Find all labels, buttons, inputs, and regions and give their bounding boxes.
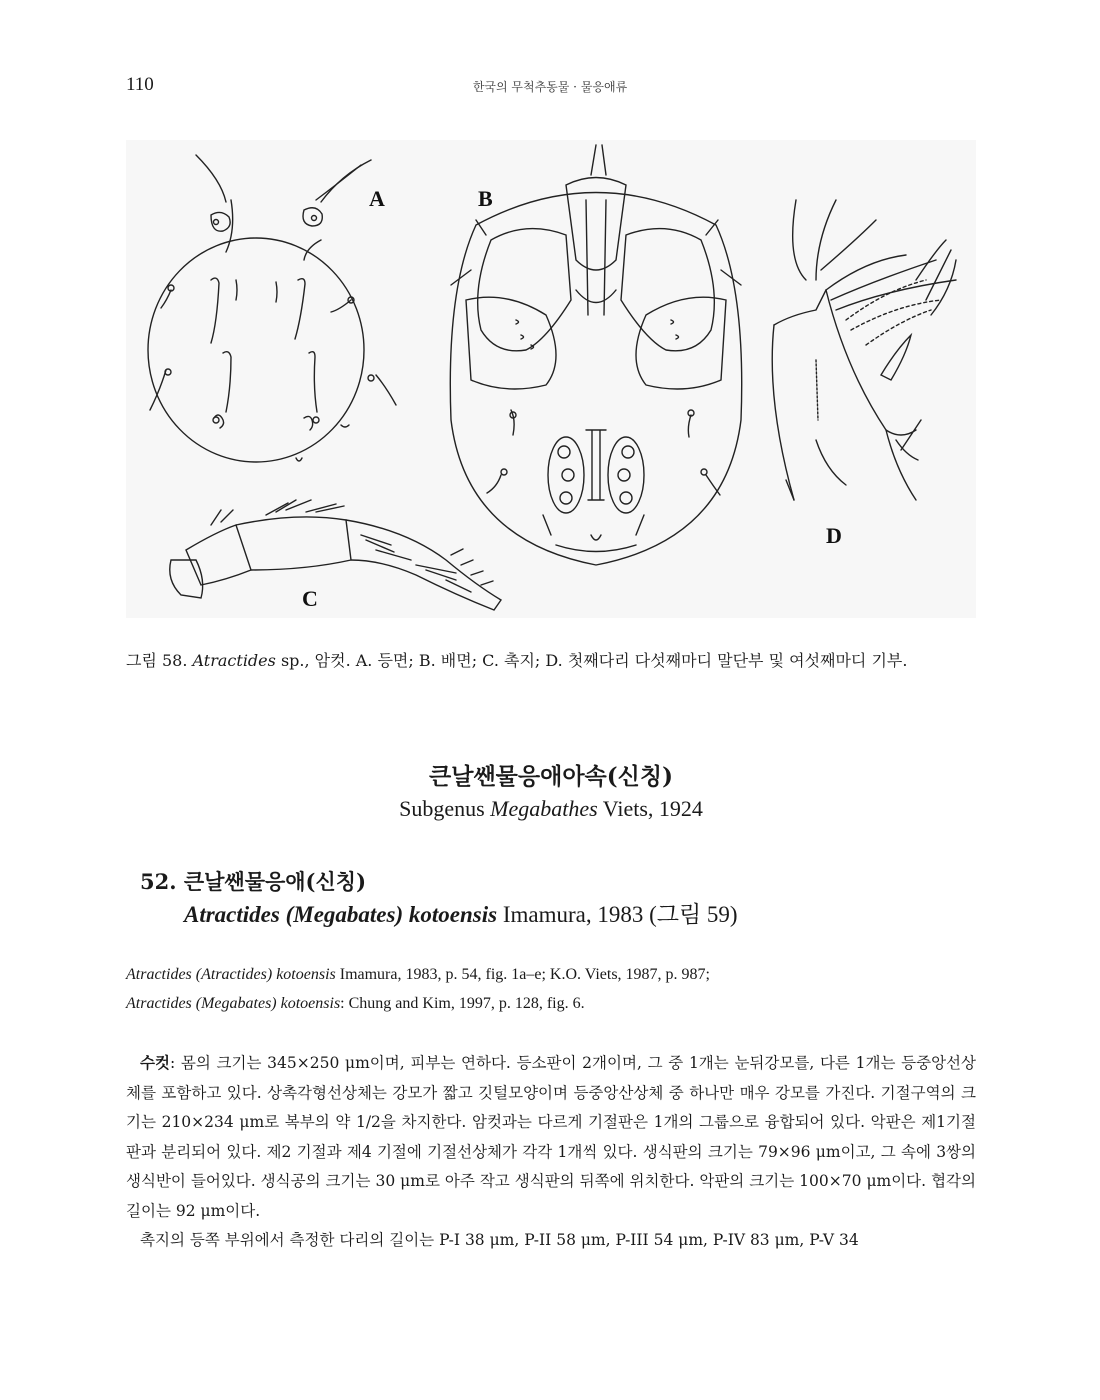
species-authority: Imamura, 1983 (그림 59) — [497, 902, 738, 927]
running-head — [126, 72, 974, 96]
species-epithet: kotoensis — [408, 902, 498, 927]
caption-prefix: 그림 58. — [126, 651, 193, 670]
subgenus-authority: Viets, 1924 — [597, 796, 703, 821]
panel-a-dorsal-view — [148, 155, 396, 462]
caption-text: sp., 암컷. A. 등면; B. 배면; C. 촉지; D. 첫째다리 다섯째마디 말단부 및 여섯째마디 기부. — [275, 651, 908, 670]
synonymy-entry — [126, 989, 976, 1018]
panel-label-d: D — [826, 523, 842, 548]
page-number: 110 — [126, 74, 154, 95]
panel-label-a: A — [369, 186, 385, 211]
subgenus-latin-prefix: Subgenus — [399, 796, 491, 821]
paragraph-text: : 몸의 크기는 345×250 μm이며, 피부는 연하다. 등소판이 2개이며, 그 중 1개는 눈뒤강모를, 다른 1개는 등중앙선상체를 포함하고 있다. 상촉각형선상체는 강모가 짧고 깃털모양이며 등중앙산상체 중 하나만 매우 강모를 가진다. 기절구역의 크기는 210×234 μm로 복부의 약 1/2을 차지한다. 암컷과는 다르게 기절판은 1개의 그룹으로 융합되어 있다. 악판은 제1기절판과 분리되어 있다. 제2 기절과 제4 기절에 기절선상체가 각각 1개씩 있다. 생식판의 크기는 79×96 μm이고, 그 속에 3쌍의 생식반이 들어있다. 생식공의 크기는 30 μm로 아주 작고 생식판의 뒤쪽에 위치한다. 악판의 크기는 100×70 μm이다. 협각의 길이는 92 μm이다. — [126, 1054, 976, 1220]
subgenus-latin-name: Megabathes — [490, 796, 598, 821]
synonym-reference: Imamura, 1983, p. 54, fig. 1a–e; K.O. Viets, 1987, p. 987; — [335, 966, 710, 983]
caption-genus: Atractides — [192, 651, 276, 670]
species-subgenus: (Megabates) — [279, 902, 409, 927]
description-paragraph — [126, 1048, 976, 1226]
panel-c-palp — [170, 500, 501, 610]
description-text — [126, 1048, 976, 1256]
synonymy-list — [126, 960, 976, 1018]
synonymy-entry — [126, 960, 976, 989]
panel-b-ventral-view — [450, 145, 741, 565]
subgenus-korean-title: 큰날쌘물응애아속(신칭) — [429, 763, 673, 790]
species-genus: Atractides — [184, 902, 280, 927]
mite-illustration — [126, 140, 976, 618]
synonym-name: Atractides (Megabates) kotoensis — [126, 995, 341, 1012]
species-scientific-name — [140, 896, 970, 926]
figure-caption — [126, 646, 976, 675]
synonym-reference: : Chung and Kim, 1997, p. 128, fig. 6. — [340, 995, 585, 1012]
panel-d-leg-segment — [772, 200, 956, 500]
species-heading — [140, 866, 970, 926]
paragraph-text: 촉지의 등쪽 부위에서 측정한 다리의 길이는 P-I 38 μm, P-II 58 μm, P-III 54 μm, P-IV 83 μm, P-V 34 — [140, 1231, 859, 1249]
panel-label-c: C — [302, 586, 318, 611]
species-korean-heading: 52. 큰날쌘물응애(신칭) — [140, 869, 367, 894]
subgenus-latin-title — [126, 796, 976, 822]
running-title: 한국의 무척추동물 · 물응애류 — [472, 80, 628, 94]
sex-label: 수컷 — [140, 1053, 170, 1072]
synonym-name: Atractides (Atractides) kotoensis — [126, 966, 336, 983]
figure-58 — [126, 140, 976, 618]
description-paragraph — [126, 1226, 976, 1256]
panel-label-b: B — [478, 186, 493, 211]
